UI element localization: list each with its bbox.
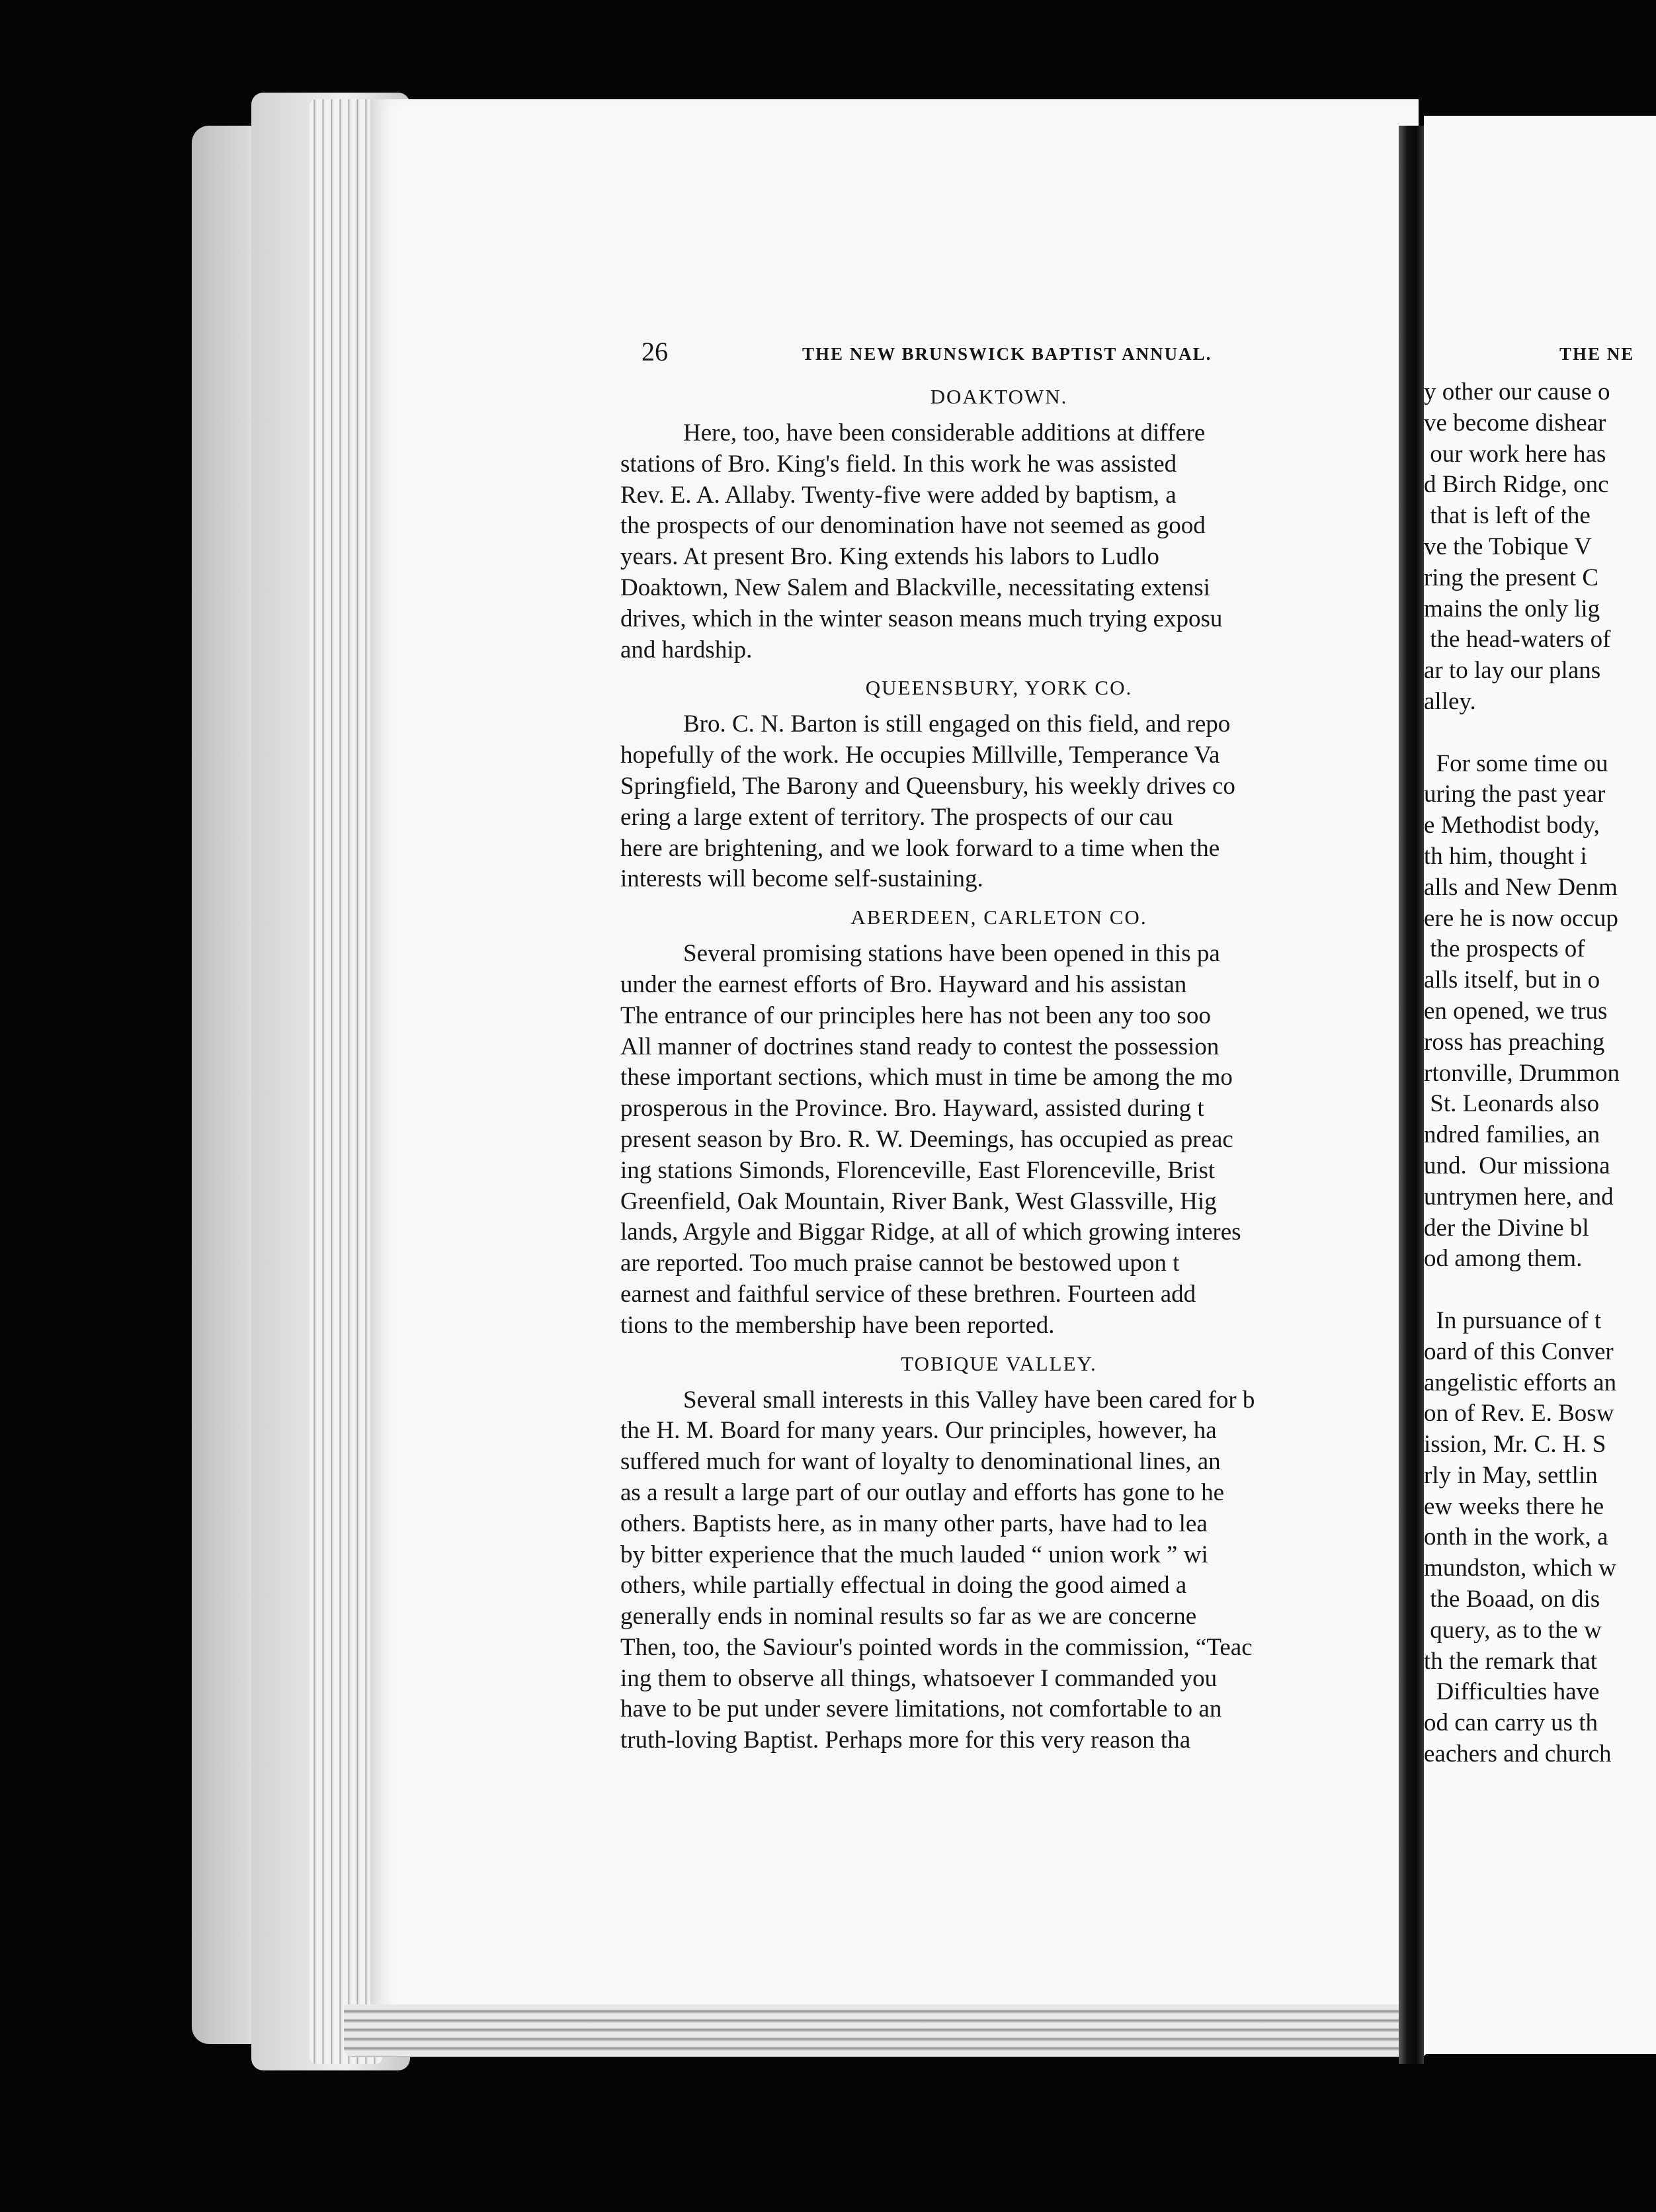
text-line: ering a large extent of territory. The prospects of our cau — [620, 803, 1173, 831]
text-line: ve become dishear — [1424, 409, 1606, 437]
page-header — [620, 331, 1404, 377]
text-line: d Birch Ridge, onc — [1424, 471, 1609, 499]
text-line: Then, too, the Saviour's pointed words in the commission, “Teac — [620, 1633, 1253, 1661]
text-line: Difficulties have — [1424, 1678, 1600, 1706]
text-line: Springfield, The Barony and Queensbury, his weekly drives co — [620, 772, 1235, 800]
text-line: angelistic efforts an — [1424, 1369, 1617, 1396]
text-line: alls itself, but in o — [1424, 966, 1600, 994]
text-line: the prospects of — [1424, 935, 1585, 963]
text-line: truth-loving Baptist. Perhaps more for this very reason tha — [620, 1726, 1191, 1754]
text-line: earnest and faithful service of these brethren. Fourteen add — [620, 1280, 1196, 1308]
text-line: as a result a large part of our outlay and efforts has gone to he — [620, 1478, 1225, 1506]
text-line: tions to the membership have been reported. — [620, 1311, 1055, 1339]
text-line: present season by Bro. R. W. Deemings, has occupied as preac — [620, 1125, 1233, 1153]
right-page-lines — [1424, 377, 1656, 1770]
text-line: hopefully of the work. He occupies Millville, Temperance Va — [620, 742, 1220, 769]
text-line: prosperous in the Province. Bro. Hayward, assisted during t — [620, 1095, 1204, 1123]
text-line: others. Baptists here, as in many other parts, have had to lea — [620, 1510, 1208, 1537]
running-head-right: THE NE — [1559, 344, 1635, 364]
text-line: are reported. Too much praise cannot be bestowed upon t — [620, 1250, 1180, 1277]
text-line: In pursuance of t — [1424, 1306, 1602, 1334]
text-line: query, as to the w — [1424, 1616, 1602, 1644]
text-line: od among them. — [1424, 1245, 1583, 1273]
text-line: untrymen here, and — [1424, 1183, 1614, 1211]
left-page-text — [620, 331, 1404, 1852]
text-line: y other our cause o — [1424, 378, 1610, 405]
text-line: th the remark that — [1424, 1647, 1597, 1675]
text-line: the prospects of our denomination have not seemed as good — [620, 512, 1206, 540]
text-line: here are brightening, and we look forward to a time when the — [620, 834, 1220, 862]
text-line: under the earnest efforts of Bro. Hayward and his assistan — [620, 970, 1187, 998]
text-line: others, while partially effectual in doing the good aimed a — [620, 1572, 1187, 1599]
text-line: e Methodist body, — [1424, 812, 1600, 839]
text-line: For some time ou — [1424, 749, 1608, 777]
text-line: ring the present C — [1424, 564, 1599, 591]
text-line: have to be put under severe limitations, not comfortable to an — [620, 1695, 1222, 1723]
text-line: All manner of doctrines stand ready to contest the possession — [620, 1033, 1220, 1060]
text-line: Rev. E. A. Allaby. Twenty-five were added by baptism, a — [620, 481, 1177, 509]
text-line: ere he is now occup — [1424, 904, 1618, 932]
text-line: years. At present Bro. King extends his labors to Ludlo — [620, 543, 1159, 571]
right-page-text — [1424, 331, 1656, 1852]
text-line: interests will become self-sustaining. — [620, 865, 983, 893]
text-line: ew weeks there he — [1424, 1492, 1604, 1520]
text-line: our work here has — [1424, 440, 1606, 468]
text-line — [1424, 1275, 1656, 1306]
text-line: ndred families, an — [1424, 1121, 1600, 1149]
text-line: ing them to observe all things, whatsoever I commanded you — [620, 1664, 1218, 1692]
section-paragraph — [620, 418, 1404, 665]
text-line: lands, Argyle and Biggar Ridge, at all of which growing interes — [620, 1218, 1241, 1246]
text-line: suffered much for want of loyalty to denominational lines, an — [620, 1448, 1221, 1476]
section-paragraph — [620, 709, 1404, 895]
section-paragraph — [620, 939, 1404, 1341]
article-sections — [620, 385, 1404, 1756]
text-line: ing stations Simonds, Florenceville, East Florenceville, Brist — [620, 1156, 1216, 1184]
text-line: der the Divine bl — [1424, 1214, 1589, 1242]
section-heading: TOBIQUE VALLEY. — [901, 1351, 1097, 1375]
text-line: drives, which in the winter season means much trying exposu — [620, 605, 1223, 632]
text-line: onth in the work, a — [1424, 1523, 1608, 1551]
running-head: THE NEW BRUNSWICK BAPTIST ANNUAL. — [802, 344, 1212, 364]
text-line: the head-waters of — [1424, 626, 1611, 654]
text-line: und. Our missiona — [1424, 1152, 1610, 1179]
text-line: ission, Mr. C. H. S — [1424, 1431, 1606, 1459]
text-line: alley. — [1424, 687, 1476, 715]
section-heading: DOAKTOWN. — [930, 385, 1068, 408]
text-line: th him, thought i — [1424, 842, 1587, 870]
text-line — [1424, 718, 1656, 749]
text-line: stations of Bro. King's field. In this work he was assisted — [620, 450, 1177, 478]
text-line: St. Leonards also — [1424, 1090, 1600, 1118]
text-line: Greenfield, Oak Mountain, River Bank, West Glassville, Hig — [620, 1187, 1217, 1215]
text-line: ross has preaching — [1424, 1028, 1605, 1056]
text-line: rtonville, Drummon — [1424, 1059, 1620, 1087]
text-line: on of Rev. E. Bosw — [1424, 1400, 1614, 1427]
section-heading: QUEENSBURY, YORK CO. — [865, 676, 1133, 700]
text-line: uring the past year — [1424, 781, 1606, 808]
text-line: Several small interests in this Valley have been cared for b — [683, 1386, 1255, 1414]
text-line: mains the only lig — [1424, 595, 1600, 622]
text-line: generally ends in nominal results so far as we are concerne — [620, 1603, 1197, 1631]
page-edges-bottom — [344, 2004, 1428, 2057]
text-line: the Boaad, on dis — [1424, 1586, 1600, 1613]
text-line: Here, too, have been considerable additions at differe — [683, 419, 1206, 447]
text-line: the H. M. Board for many years. Our principles, however, ha — [620, 1417, 1217, 1445]
text-line: Several promising stations have been opened in this pa — [683, 940, 1220, 968]
text-line: en opened, we trus — [1424, 997, 1608, 1025]
section-paragraph — [620, 1385, 1404, 1757]
text-line: by bitter experience that the much lauded “ union work ” wi — [620, 1541, 1208, 1568]
text-line: and hardship. — [620, 636, 753, 663]
text-line: alls and New Denm — [1424, 873, 1618, 901]
page-number: 26 — [642, 337, 668, 366]
text-line: Doaktown, New Salem and Blackville, necessitating extensi — [620, 574, 1210, 601]
text-line: Bro. C. N. Barton is still engaged on this field, and repo — [683, 710, 1231, 738]
text-line: that is left of the — [1424, 502, 1591, 530]
text-line: these important sections, which must in time be among the mo — [620, 1064, 1233, 1091]
text-line: rly in May, settlin — [1424, 1461, 1598, 1489]
text-line: mundston, which w — [1424, 1554, 1616, 1582]
text-line: ve the Tobique V — [1424, 532, 1592, 560]
text-line: oard of this Conver — [1424, 1338, 1614, 1365]
text-line: ar to lay our plans — [1424, 657, 1601, 685]
text-line: od can carry us th — [1424, 1709, 1598, 1737]
text-line: The entrance of our principles here has not been any too soo — [620, 1001, 1211, 1029]
section-heading: ABERDEEN, CARLETON CO. — [850, 906, 1147, 929]
text-line: eachers and church — [1424, 1740, 1612, 1768]
